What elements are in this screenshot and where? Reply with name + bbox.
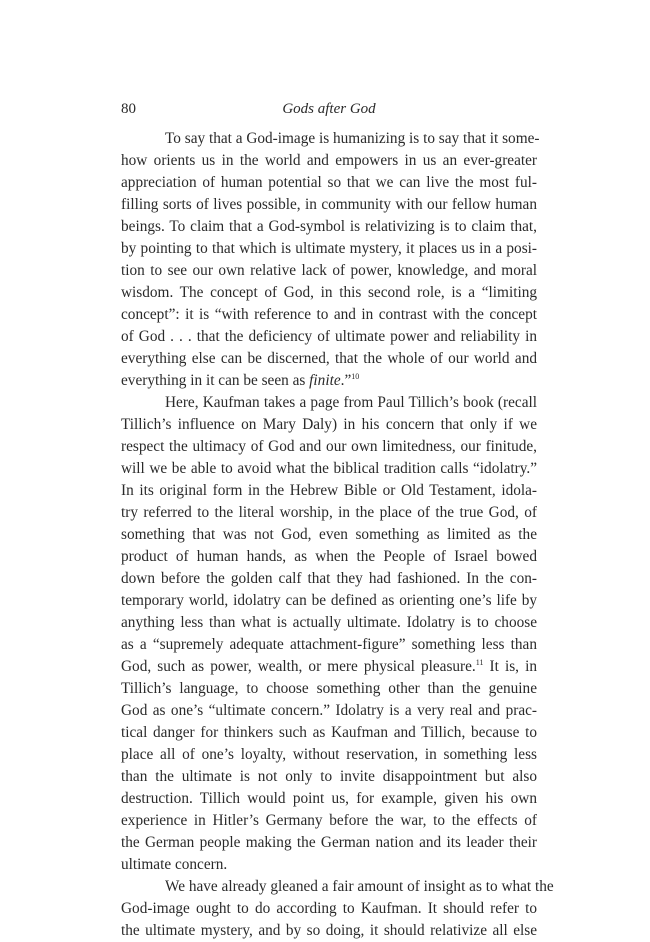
text-line: temporary world, idolatry can be defined as orienting one’s life by	[121, 592, 537, 609]
text-line: God as one’s “ultimate concern.” Idolatry is a very real and prac-	[121, 702, 537, 719]
text-line: Here, Kaufman takes a page from Paul Tillich’s book (recall	[165, 394, 537, 411]
text-line: something that was not God, even something as limited as the	[121, 526, 537, 543]
footnote-ref-10: 10	[351, 372, 360, 381]
text-line: ultimate concern.	[121, 856, 228, 873]
text-line: beings. To claim that a God-symbol is relativizing is to claim that,	[121, 218, 537, 235]
text-line	[121, 656, 537, 678]
text-line: We have already gleaned a fair amount of insight as to what the	[165, 878, 554, 895]
paragraph-2	[121, 392, 537, 876]
text-line: how orients us in the world and empowers in us an ever-greater	[121, 152, 537, 169]
text-fragment: God, such as power, wealth, or mere physical pleasure.	[121, 658, 476, 675]
text-line: will we be able to avoid what the biblical tradition calls “idolatry.”	[121, 460, 537, 477]
text-line: Tillich’s influence on Mary Daly) in his concern that only if we	[121, 416, 537, 433]
text-line: than the ultimate is not only to invite disappointment but also	[121, 768, 537, 785]
text-line: tical danger for thinkers such as Kaufman and Tillich, because to	[121, 724, 537, 741]
text-line: by pointing to that which is ultimate mystery, it places us in a posi-	[121, 240, 537, 257]
text-line: filling sorts of lives possible, in community with our fellow human	[121, 196, 537, 213]
running-title: Gods after God	[282, 101, 376, 117]
text-line: Tillich’s language, to choose something other than the genuine	[121, 680, 537, 697]
text-line: anything less than what is actually ultimate. Idolatry is to choose	[121, 614, 537, 631]
text-line: tion to see our own relative lack of power, knowledge, and moral	[121, 262, 537, 279]
running-head	[121, 98, 537, 120]
text-line: wisdom. The concept of God, in this second role, is a “limiting	[121, 284, 537, 301]
footnote-ref-11: 11	[475, 658, 484, 667]
text-line: of God . . . that the deficiency of ultimate power and reliability in	[121, 328, 537, 345]
text-line: product of human hands, as when the People of Israel bowed	[121, 548, 537, 565]
text-line: the ultimate mystery, and by so doing, it should relativize all else	[121, 922, 537, 939]
text-line: down before the golden calf that they had fashioned. In the con-	[121, 570, 537, 587]
text-line: In its original form in the Hebrew Bible or Old Testament, idola-	[121, 482, 537, 499]
text-line: as a “supremely adequate attachment-figure” something less than	[121, 636, 537, 653]
paragraph-1	[121, 128, 540, 392]
text-line: appreciation of human potential so that we can live the most ful-	[121, 174, 537, 191]
text-line	[121, 370, 537, 392]
text-line: destruction. Tillich would point us, for example, given his own	[121, 790, 537, 807]
text-fragment: everything in it can be seen as	[121, 372, 310, 389]
book-page	[121, 98, 554, 942]
text-fragment: .”	[340, 372, 352, 389]
text-line: respect the ultimacy of God and our own limitedness, our finitude,	[121, 438, 537, 455]
emphasis-finite: finite	[309, 372, 341, 389]
page-number: 80	[121, 101, 136, 117]
text-line: everything else can be discerned, that the whole of our world and	[121, 350, 537, 367]
text-line: God-image ought to do according to Kaufman. It should refer to	[121, 900, 537, 917]
text-line: try referred to the literal worship, in the place of the true God, of	[121, 504, 537, 521]
text-line: experience in Hitler’s Germany before the war, to the effects of	[121, 812, 537, 829]
body-text	[121, 128, 554, 942]
text-line: To say that a God-image is humanizing is to say that it some-	[165, 130, 540, 147]
text-line: concept”: it is “with reference to and in contrast with the concept	[121, 306, 537, 323]
text-line: place all of one’s loyalty, without reservation, in something less	[121, 746, 537, 763]
text-line: the German people making the German nation and its leader their	[121, 834, 537, 851]
text-fragment: It is, in	[483, 658, 537, 675]
paragraph-3	[121, 876, 554, 942]
